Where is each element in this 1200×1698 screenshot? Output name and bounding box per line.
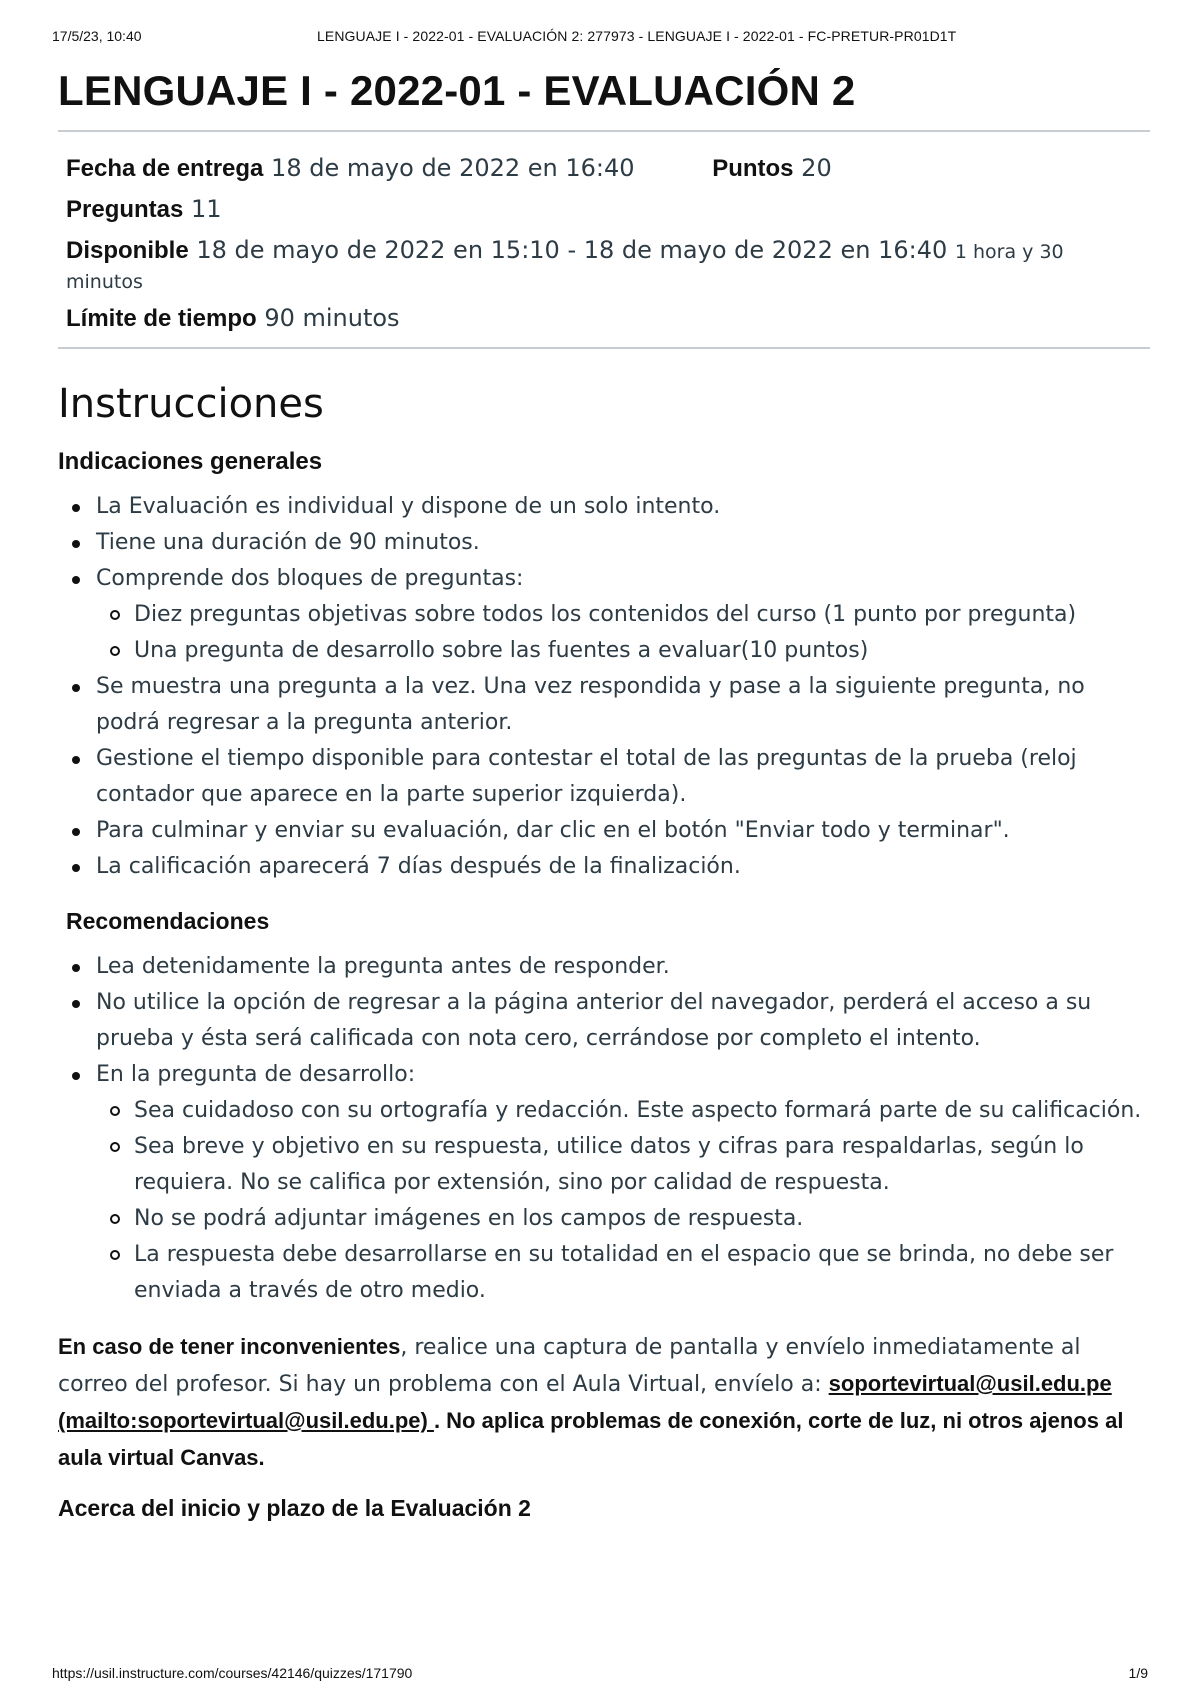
list-item: Lea detenidamente la pregunta antes de responder. <box>96 949 1150 985</box>
recommendations-heading: Recomendaciones <box>66 908 270 934</box>
available-duration: 1 hora y 30 <box>954 241 1064 263</box>
points-group <box>712 148 832 189</box>
sub-list-item: Una pregunta de desarrollo sobre las fuentes a evaluar(10 puntos) <box>134 633 1150 669</box>
list-item <box>96 1057 1150 1309</box>
available-row <box>66 230 1150 272</box>
list-item: Tiene una duración de 90 minutos. <box>96 525 1150 561</box>
questions-row <box>66 189 1150 230</box>
issues-paragraph <box>58 1329 1150 1477</box>
list-item: Se muestra una pregunta a la vez. Una vez respondida y pase a la siguiente pregunta, no podrá regresar a la pregunta anterior. <box>96 669 1150 741</box>
points-value: 20 <box>801 154 832 182</box>
time-limit-row <box>66 298 1150 339</box>
issues-tail: . No aplica problemas de conexión, corte de luz, ni otros ajenos al aula virtual Canvas. <box>58 1408 1124 1470</box>
quiz-content <box>58 62 1150 1525</box>
general-list <box>58 489 1150 885</box>
list-item: La Evaluación es individual y dispone de un solo intento. <box>96 489 1150 525</box>
print-footer <box>52 1665 1148 1685</box>
issues-lead: En caso de tener inconvenientes <box>58 1334 401 1359</box>
due-row <box>66 148 1150 189</box>
divider <box>58 347 1150 349</box>
issues-text: , realice una captura de pantalla y envíelo inmediatamente al correo del profesor. Si hay un problema con el Aula Virtual, envíelo a: <box>58 1335 1081 1397</box>
list-item: La calificación aparecerá 7 días después de la finalización. <box>96 849 1150 885</box>
available-value: 18 de mayo de 2022 en 15:10 - 18 de mayo de 2022 en 16:40 <box>196 236 948 264</box>
print-header <box>52 28 1148 48</box>
general-heading: Indicaciones generales <box>58 448 323 475</box>
sub-list-item: Sea cuidadoso con su ortografía y redacción. Este aspecto formará parte de su calificación. <box>134 1093 1150 1129</box>
questions-value: 11 <box>191 195 222 223</box>
sub-list-item: Sea breve y objetivo en su respuesta, utilice datos y cifras para respaldarlas, según lo requiera. No se califica por extensión, sino por calidad de respuesta. <box>134 1129 1150 1201</box>
available-label: Disponible <box>66 237 189 264</box>
due-value: 18 de mayo de 2022 en 16:40 <box>271 154 635 182</box>
due-label: Fecha de entrega <box>66 155 264 182</box>
print-url: https://usil.instructure.com/courses/42146/quizzes/171790 <box>52 1665 413 1681</box>
time-limit-label: Límite de tiempo <box>66 305 257 332</box>
list-item-text: En la pregunta de desarrollo: <box>96 1062 416 1087</box>
quiz-details <box>58 132 1150 347</box>
page-title: LENGUAJE I - 2022-01 - EVALUACIÓN 2 <box>58 67 856 114</box>
about-heading: Acerca del inicio y plazo de la Evaluación 2 <box>58 1495 531 1521</box>
print-doc-title: LENGUAJE I - 2022-01 - EVALUACIÓN 2: 277973 - LENGUAJE I - 2022-01 - FC-PRETUR-PR01D1T <box>317 28 957 44</box>
list-item: No utilice la opción de regresar a la página anterior del navegador, perderá el acceso a su prueba y ésta será calificada con nota cero, cerrándose por completo el intento. <box>96 985 1150 1057</box>
time-limit-value: 90 minutos <box>264 304 400 332</box>
sub-list <box>96 1093 1150 1309</box>
sub-list <box>96 597 1150 669</box>
recommendations-list <box>58 949 1150 1309</box>
support-email-link[interactable]: soportevirtual@usil.edu.pe (mailto:soportevirtual@usil.edu.pe) <box>58 1371 1112 1433</box>
list-item-text: Comprende dos bloques de preguntas: <box>96 566 524 591</box>
questions-label: Preguntas <box>66 196 184 223</box>
sub-list-item: Diez preguntas objetivas sobre todos los contenidos del curso (1 punto por pregunta) <box>134 597 1150 633</box>
list-item: Para culminar y enviar su evaluación, dar clic en el botón "Enviar todo y terminar". <box>96 813 1150 849</box>
list-item: Gestione el tiempo disponible para contestar el total de las preguntas de la prueba (reloj contador que aparece en la parte superior izquierda). <box>96 741 1150 813</box>
print-datetime: 17/5/23, 10:40 <box>52 28 142 44</box>
instructions-heading: Instrucciones <box>58 381 324 427</box>
page-number: 1/9 <box>1128 1665 1148 1681</box>
available-duration-cont: minutos <box>66 271 143 293</box>
points-label: Puntos <box>712 155 794 182</box>
sub-list-item: La respuesta debe desarrollarse en su totalidad en el espacio que se brinda, no debe ser enviada a través de otro medio. <box>134 1237 1150 1309</box>
sub-list-item: No se podrá adjuntar imágenes en los campos de respuesta. <box>134 1201 1150 1237</box>
list-item <box>96 561 1150 669</box>
